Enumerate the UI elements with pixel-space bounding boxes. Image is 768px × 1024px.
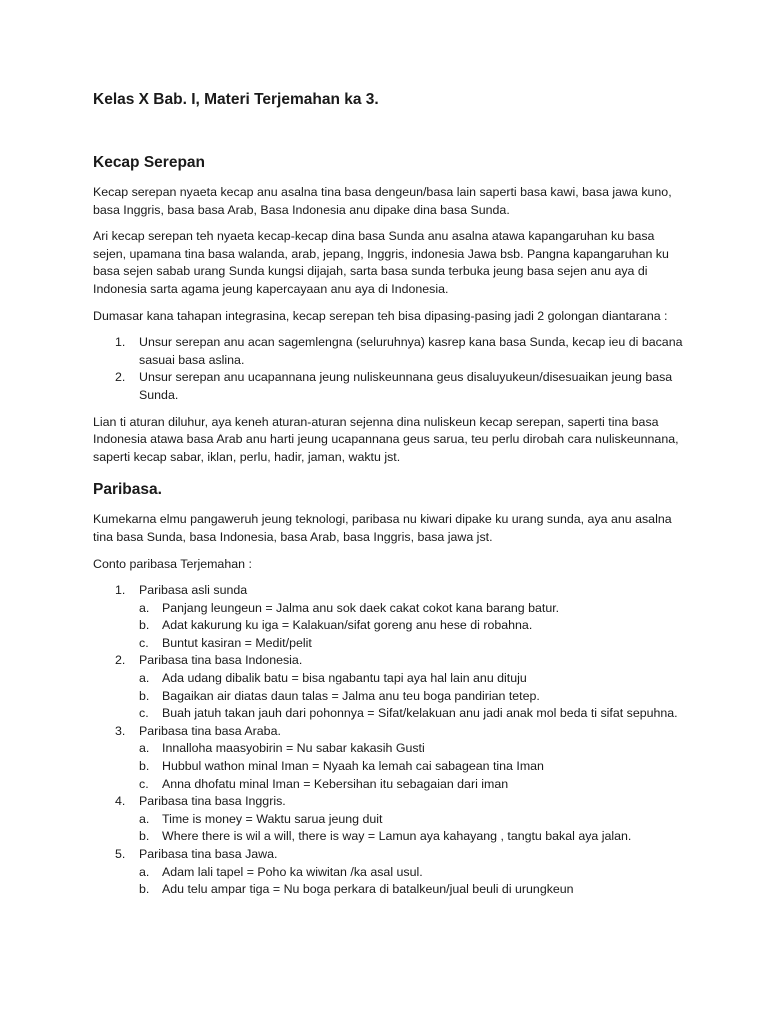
sub-list-item [139, 705, 683, 723]
sub-list [139, 670, 683, 723]
list-number: 1. [115, 335, 126, 350]
sub-list-letter: b. [139, 882, 150, 897]
list-number: 2. [115, 653, 126, 668]
paragraph: Lian ti aturan diluhur, aya keneh aturan-aturan sejenna dina nuliskeun kecap serepan, saperti tina basa Indonesia atawa basa Arab anu harti jeung ucapannana geus sarua, teu perlu dirobah cara nuliskeunnana, saperti kecap sabar, iklan, perlu, hadir, jaman, waktu jst. [93, 414, 679, 464]
document-content [93, 90, 683, 908]
paragraph: Ari kecap serepan teh nyaeta kecap-kecap dina basa Sunda anu asalna atawa kapangaruhan ku basa sejen, upamana tina basa walanda, arab, jepang, Inggris, indonesia Jawa bsb. Pangna kapangaruhan ku basa sejen sabab urang Sunda kungsi dijajah, sarta basa sunda terbuka jeung basa sejen anu aya di Indonesia sarta agama jeung kapercayaan anu aya di Indonesia. [93, 229, 669, 296]
paribasa-list [93, 582, 683, 899]
sub-list-item [139, 811, 683, 829]
group-label: Paribasa tina basa Jawa. [139, 847, 278, 861]
list-item [93, 652, 683, 722]
sub-list-text: Buah jatuh takan jauh dari pohonnya = Sifat/kelakuan anu jadi anak mol beda ti sifat sepuhna. [162, 706, 678, 721]
list-item [93, 582, 683, 652]
sub-list-item [139, 758, 683, 776]
sub-list-text: Time is money = Waktu sarua jeung duit [162, 811, 383, 826]
sub-list-text: Adat kakurung ku iga = Kalakuan/sifat goreng anu hese di robahna. [162, 618, 533, 633]
sub-list-text: Where there is wil a will, there is way = Lamun aya kahayang , tangtu bakal aya jalan. [162, 829, 632, 844]
paragraph: Kecap serepan nyaeta kecap anu asalna tina basa dengeun/basa lain saperti basa kawi, basa jawa kuno, basa Inggris, basa basa Arab, Basa Indonesia anu dipake dina basa Sunda. [93, 185, 672, 217]
list-item [93, 846, 683, 899]
list-number: 5. [115, 847, 126, 861]
sub-list-letter: a. [139, 864, 150, 879]
paragraph: Conto paribasa Terjemahan : [93, 556, 252, 571]
sub-list-letter: b. [139, 829, 150, 844]
sub-list-item [139, 828, 683, 846]
sub-list-item [139, 881, 683, 899]
sub-list-letter: b. [139, 688, 150, 703]
sub-list-letter: c. [139, 635, 149, 650]
list-item-text: Unsur serepan anu acan sagemlengna (seluruhnya) kasrep kana basa Sunda, kecap ieu di bacana sasuai basa aslina. [139, 335, 683, 367]
list-number: 3. [115, 723, 126, 738]
paragraph: Dumasar kana tahapan integrasina, kecap serepan teh bisa dipasing-pasing jadi 2 golongan diantarana : [93, 308, 668, 323]
sub-list-letter: a. [139, 671, 150, 686]
sub-list-item [139, 670, 683, 688]
paragraph: Kumekarna elmu pangaweruh jeung teknologi, paribasa nu kiwari dipake ku urang sunda, aya anu asalna tina basa Sunda, basa Indonesia, basa Arab, basa Inggris, basa jawa jst. [93, 512, 672, 544]
sub-list-text: Anna dhofatu minal Iman = Kebersihan itu sebagaian dari iman [162, 776, 509, 791]
list-item [93, 334, 683, 369]
sub-list-text: Panjang leungeun = Jalma anu sok daek cakat cokot kana barang batur. [162, 600, 560, 615]
document-title: Kelas X Bab. I, Materi Terjemahan ka 3. [93, 91, 379, 108]
section-heading-kecap-serepan: Kecap Serepan [93, 154, 205, 171]
sub-list-letter: b. [139, 618, 150, 633]
sub-list-item [139, 688, 683, 706]
sub-list-item [139, 635, 683, 653]
sub-list-letter: a. [139, 811, 150, 826]
group-label: Paribasa asli sunda [139, 583, 248, 598]
sub-list-item [139, 864, 683, 882]
sub-list-text: Innalloha maasyobirin = Nu sabar kakasih Gusti [162, 741, 425, 756]
sub-list [139, 811, 683, 846]
list-number: 1. [115, 583, 126, 598]
sub-list-letter: c. [139, 706, 149, 721]
sub-list [139, 864, 683, 899]
list-number: 4. [115, 794, 126, 809]
list-number: 2. [115, 370, 126, 385]
sub-list-item [139, 600, 683, 618]
list-item [93, 793, 683, 846]
sub-list [139, 740, 683, 793]
sub-list [139, 600, 683, 653]
sub-list-item [139, 617, 683, 635]
list-item [93, 723, 683, 793]
group-label: Paribasa tina basa Araba. [139, 723, 281, 738]
sub-list-text: Buntut kasiran = Medit/pelit [162, 635, 312, 650]
sub-list-text: Bagaikan air diatas daun talas = Jalma anu teu boga pandirian tetep. [162, 688, 540, 703]
list-item-text: Unsur serepan anu ucapannana jeung nuliskeunnana geus disaluyukeun/disesuaikan jeung basa Sunda. [139, 370, 673, 402]
section-heading-paribasa: Paribasa. [93, 481, 162, 499]
group-label: Paribasa tina basa Indonesia. [139, 653, 303, 668]
sub-list-item [139, 776, 683, 794]
sub-list-text: Adu telu ampar tiga = Nu boga perkara di batalkeun/jual beuli di urungkeun [162, 882, 574, 897]
group-label: Paribasa tina basa Inggris. [139, 794, 286, 809]
sub-list-text: Ada udang dibalik batu = bisa ngabantu tapi aya hal lain anu dituju [162, 671, 527, 686]
sub-list-text: Adam lali tapel = Poho ka wiwitan /ka asal usul. [162, 864, 423, 879]
golongan-list [93, 334, 683, 404]
sub-list-letter: a. [139, 741, 150, 756]
sub-list-text: Hubbul wathon minal Iman = Nyaah ka lemah cai sabagean tina Iman [162, 759, 544, 774]
sub-list-letter: b. [139, 759, 150, 774]
sub-list-letter: c. [139, 776, 149, 791]
sub-list-item [139, 740, 683, 758]
sub-list-letter: a. [139, 600, 150, 615]
list-item [93, 369, 683, 404]
